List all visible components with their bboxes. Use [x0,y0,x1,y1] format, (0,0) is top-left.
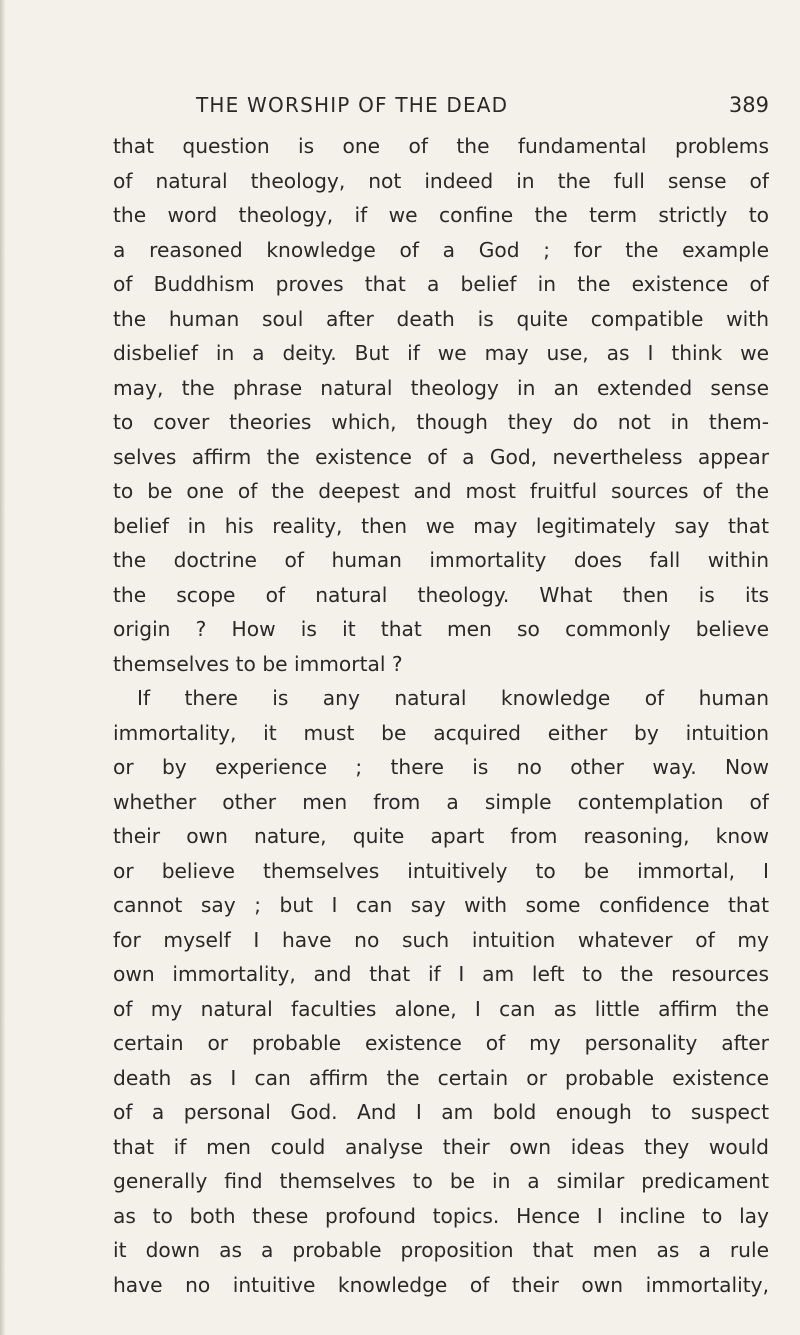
text-line: their own nature, quite apart from reasoning, know [113,824,769,848]
text-line: origin ? How is it that men so commonly believe [113,617,769,641]
text-line: of natural theology, not indeed in the full sense of [113,168,769,193]
running-title: THE WORSHIP OF THE DEAD [196,93,509,117]
text-line: generally find themselves to be in a similar predicament [113,1169,769,1193]
body-text [113,129,769,1302]
text-line: of a personal God. And I am bold enough to suspect [113,1100,769,1124]
page-binding-edge [0,0,5,1335]
text-line: selves affirm the existence of a God, nevertheless appear [113,444,769,469]
text-line: the word theology, if we confine the term strictly to [113,203,769,227]
text-line: the human soul after death is quite compatible with [113,306,769,331]
text-line: or believe themselves intuitively to be immortal, I [113,858,769,883]
text-line: as to both these profound topics. Hence I incline to lay [113,1203,769,1228]
text-line: to cover theories which, though they do not in them- [113,410,769,434]
text-line: it down as a probable proposition that men as a rule [113,1238,769,1262]
text-line: of my natural faculties alone, I can as little affirm the [113,996,769,1021]
text-line: own immortality, and that if I am left to the resources [113,962,769,986]
paragraph-last-line: themselves to be immortal ? [113,651,403,676]
text-line: the doctrine of human immortality does fall within [113,548,769,572]
text-line: a reasoned knowledge of a God ; for the example [113,237,769,262]
text-line: that if men could analyse their own ideas they would [113,1134,769,1159]
text-line: the scope of natural theology. What then is its [113,582,769,607]
text-line: have no intuitive knowledge of their own immortality, [113,1272,769,1297]
text-line: that question is one of the fundamental problems [113,134,769,158]
text-line: whether other men from a simple contemplation of [113,789,769,814]
text-line: immortality, it must be acquired either by intuition [113,720,769,745]
text-line: disbelief in a deity. But if we may use, as I think we [113,341,769,365]
text-line: to be one of the deepest and most fruitful sources of the [113,479,769,503]
text-line: or by experience ; there is no other way. Now [113,755,769,779]
text-line: of Buddhism proves that a belief in the existence of [113,272,769,296]
page-number: 389 [728,93,769,117]
text-line: death as I can affirm the certain or probable existence [113,1065,769,1090]
text-line: cannot say ; but I can say with some confidence that [113,893,769,917]
text-line: for myself I have no such intuition whatever of my [113,927,769,952]
text-line: certain or probable existence of my personality after [113,1031,769,1055]
paragraph-first-line: If there is any natural knowledge of human [137,686,769,710]
text-line: may, the phrase natural theology in an extended sense [113,375,769,400]
text-line: belief in his reality, then we may legitimately say that [113,513,769,538]
running-head [113,88,769,122]
